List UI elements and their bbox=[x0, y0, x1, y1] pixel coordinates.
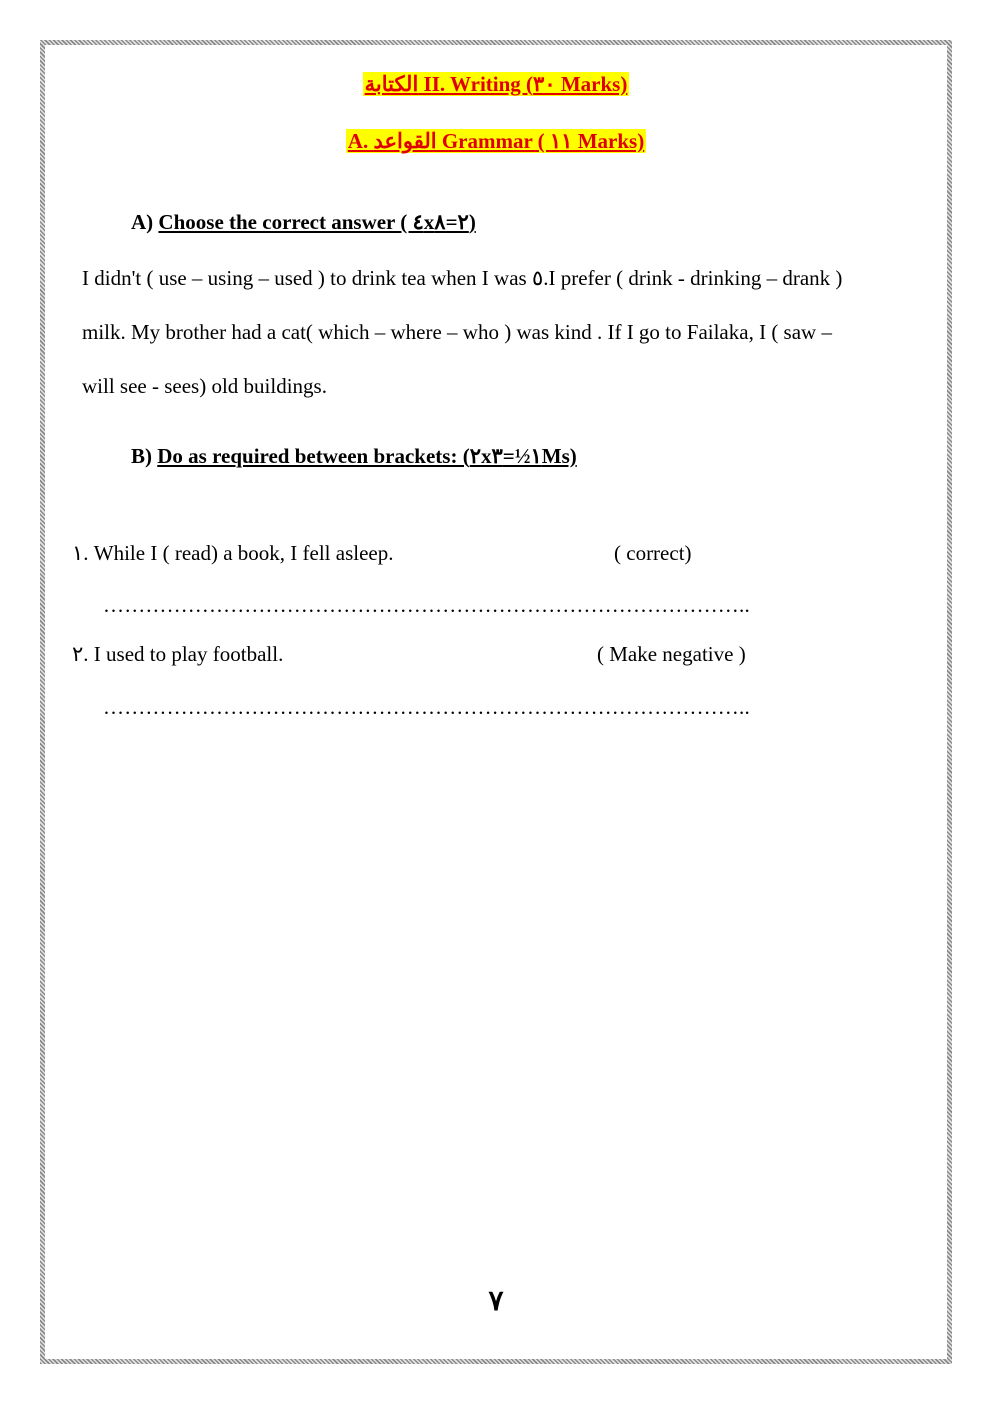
subsection-title bbox=[0, 127, 992, 155]
part-b-label: B) bbox=[131, 444, 152, 468]
question-1-instruction: ( correct) bbox=[614, 541, 692, 565]
part-a-heading bbox=[131, 209, 476, 235]
question-1-number: ١ bbox=[72, 541, 84, 565]
subsection-title-text: A. القواعد Grammar ( ١١ Marks) bbox=[347, 129, 645, 153]
question-2-number: ٢ bbox=[72, 642, 84, 666]
question-2-answer-line[interactable]: ……………………………………………………………………………….. bbox=[103, 695, 750, 719]
part-a-title: Choose the correct answer ( ٤x٢=٨) bbox=[158, 210, 476, 234]
question-1 bbox=[72, 540, 393, 566]
question-1-answer-line[interactable]: ……………………………………………………………………………….. bbox=[103, 593, 750, 617]
question-2 bbox=[72, 641, 283, 667]
question-1-text: . While I ( read) a book, I fell asleep. bbox=[83, 541, 394, 565]
part-a-line-1: I didn't ( use – using – used ) to drink tea when I was ٥.I prefer ( drink - drinking – drank ) bbox=[82, 266, 843, 290]
page-number: ٧ bbox=[488, 1286, 504, 1317]
part-a-label: A) bbox=[131, 210, 154, 234]
section-title-text: الكتابة II. Writing (٣٠ Marks) bbox=[364, 72, 628, 96]
section-title bbox=[0, 70, 992, 98]
part-b-title: Do as required between brackets: (٢x١½=٣Ms) bbox=[157, 444, 577, 468]
question-2-instruction: ( Make negative ) bbox=[597, 642, 746, 666]
question-2-text: . I used to play football. bbox=[83, 642, 284, 666]
part-a-line-2: milk. My brother had a cat( which – where – who ) was kind . If I go to Failaka, I ( saw – bbox=[82, 320, 832, 344]
part-b-heading bbox=[131, 443, 577, 469]
part-a-line-3: will see - sees) old buildings. bbox=[82, 374, 327, 398]
